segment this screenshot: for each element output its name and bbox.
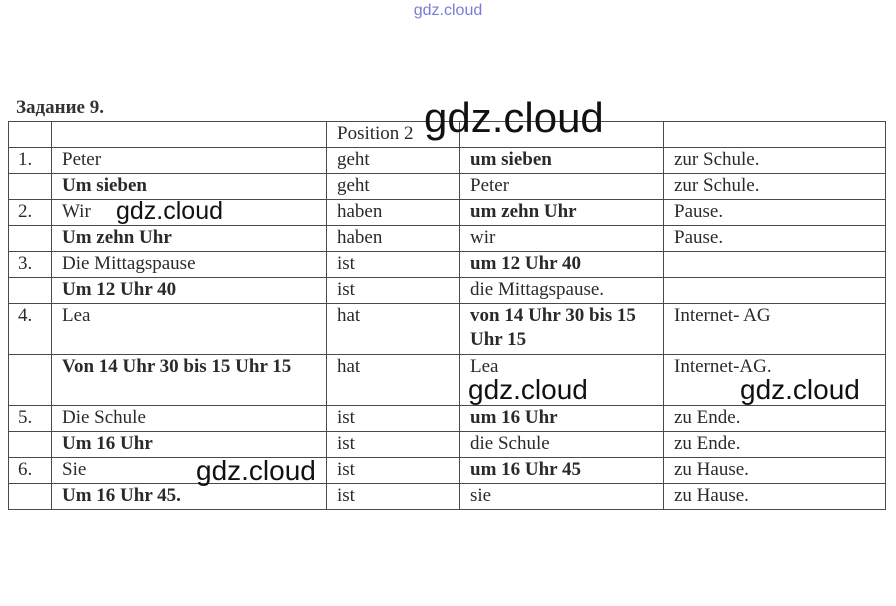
subject-cell: Sie	[52, 458, 327, 484]
verb-cell: geht	[327, 148, 460, 174]
verb-cell: ist	[327, 432, 460, 458]
verb-cell: ist	[327, 484, 460, 510]
verb-cell: ist	[327, 406, 460, 432]
phrase-cell: um 16 Uhr 45	[460, 458, 664, 484]
phrase-cell: sie	[460, 484, 664, 510]
subject-cell: Wir	[52, 200, 327, 226]
row-number	[9, 355, 52, 406]
subject-cell: Die Schule	[52, 406, 327, 432]
row-number: 3.	[9, 252, 52, 278]
table-row	[9, 458, 886, 484]
verb-cell: ist	[327, 278, 460, 304]
header-cell: Position 2	[327, 122, 460, 148]
watermark: gdz.cloud	[116, 197, 224, 225]
subject-cell: Um 16 Uhr 45.	[52, 484, 327, 510]
table-row	[9, 484, 886, 510]
row-number	[9, 174, 52, 200]
phrase-cell: Peter	[460, 174, 664, 200]
phrase-cell: um 12 Uhr 40	[460, 252, 664, 278]
ending-cell: zu Hause.	[664, 458, 886, 484]
table-row	[9, 174, 886, 200]
row-number	[9, 278, 52, 304]
ending-cell: Internet-AG.	[664, 355, 886, 406]
phrase-cell: um sieben	[460, 148, 664, 174]
ending-cell: Pause.	[664, 226, 886, 252]
table-row	[9, 432, 886, 458]
ending-cell: zu Hause.	[664, 484, 886, 510]
watermark: gdz.cloud	[424, 94, 604, 141]
ending-cell: Pause.	[664, 200, 886, 226]
header-watermark: gdz.cloud	[413, 2, 483, 19]
watermark: gdz.cloud	[468, 374, 588, 405]
verb-cell: geht	[327, 174, 460, 200]
verb-cell: ist	[327, 252, 460, 278]
row-number	[9, 226, 52, 252]
row-number	[9, 484, 52, 510]
verb-cell: hat	[327, 355, 460, 406]
verb-cell: ist	[327, 458, 460, 484]
row-number: 5.	[9, 406, 52, 432]
verb-cell: hat	[327, 304, 460, 355]
phrase-cell: wir	[460, 226, 664, 252]
verb-cell: haben	[327, 226, 460, 252]
row-number: 6.	[9, 458, 52, 484]
subject-cell: Von 14 Uhr 30 bis 15 Uhr 15	[52, 355, 327, 406]
watermark: gdz.cloud	[740, 374, 860, 405]
subject-cell: Lea	[52, 304, 327, 355]
ending-cell: zur Schule.	[664, 148, 886, 174]
phrase-cell: um zehn Uhr	[460, 200, 664, 226]
row-number: 1.	[9, 148, 52, 174]
ending-cell	[664, 252, 886, 278]
ending-cell: zu Ende.	[664, 432, 886, 458]
phrase-cell: von 14 Uhr 30 bis 15 Uhr 15	[460, 304, 664, 355]
phrase-cell: um 16 Uhr	[460, 406, 664, 432]
row-number: 4.	[9, 304, 52, 355]
subject-cell: Um sieben	[52, 174, 327, 200]
ending-cell: zur Schule.	[664, 174, 886, 200]
subject-cell: Peter	[52, 148, 327, 174]
table-row	[9, 226, 886, 252]
subject-cell: Um zehn Uhr	[52, 226, 327, 252]
table-row	[9, 304, 886, 355]
table-row	[9, 406, 886, 432]
row-number: 2.	[9, 200, 52, 226]
watermark: gdz.cloud	[196, 455, 316, 486]
phrase-cell: die Mittagspause.	[460, 278, 664, 304]
header-cell	[664, 122, 886, 148]
ending-cell	[664, 278, 886, 304]
exercise-table	[8, 121, 886, 510]
row-number	[9, 432, 52, 458]
header-cell	[9, 122, 52, 148]
verb-cell: haben	[327, 200, 460, 226]
phrase-cell: Lea	[460, 355, 664, 406]
table-row	[9, 252, 886, 278]
ending-cell: Internet- AG	[664, 304, 886, 355]
header-cell	[52, 122, 327, 148]
table-row	[9, 278, 886, 304]
subject-cell: Um 12 Uhr 40	[52, 278, 327, 304]
subject-cell: Um 16 Uhr	[52, 432, 327, 458]
subject-cell: Die Mittagspause	[52, 252, 327, 278]
ending-cell: zu Ende.	[664, 406, 886, 432]
table-row	[9, 148, 886, 174]
phrase-cell: die Schule	[460, 432, 664, 458]
task-title: Задание 9.	[16, 97, 104, 118]
